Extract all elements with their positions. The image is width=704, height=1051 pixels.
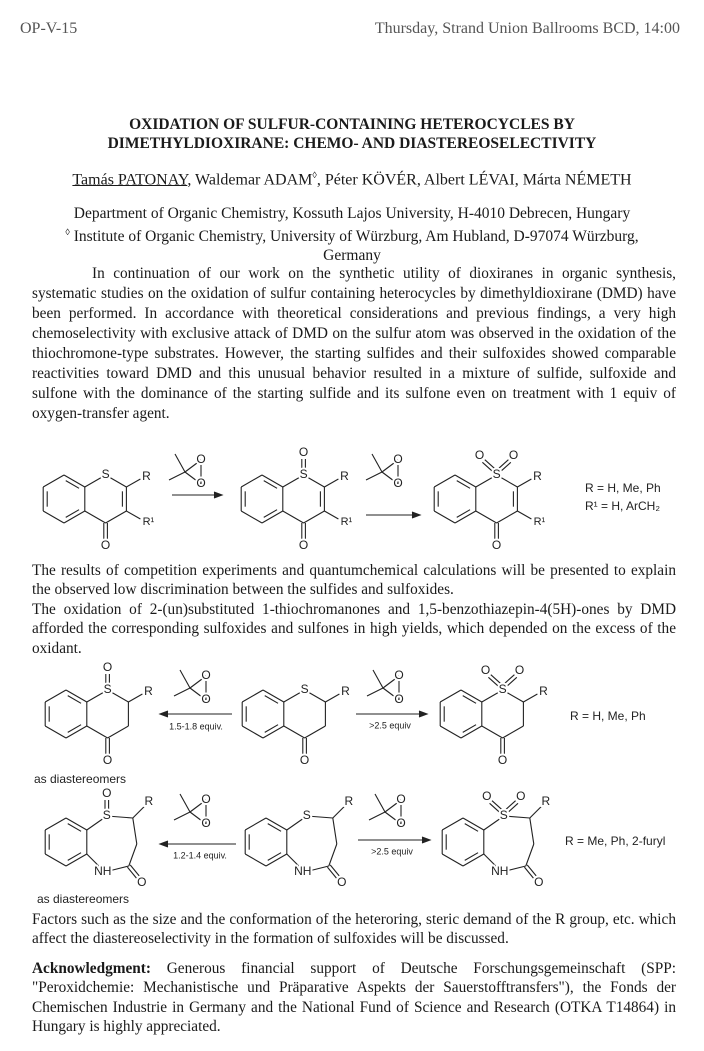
sulfur-atom-label: S [300, 682, 309, 697]
substituent-bond [325, 694, 339, 702]
substituent-bond [523, 694, 537, 702]
double-bond-line [463, 725, 476, 733]
sulfone-oxygen: O [508, 448, 519, 463]
double-bond-line [265, 696, 278, 704]
benzene-bond [434, 511, 455, 523]
double-bond-line [264, 510, 277, 518]
double-bond-line [68, 853, 81, 861]
r-group-label: R [539, 684, 548, 699]
bond-line [497, 511, 518, 523]
benzene-bond [442, 854, 463, 866]
double-bond-line [463, 696, 476, 704]
bond-line [503, 726, 524, 738]
bond-line [106, 511, 127, 523]
double-bond-line [68, 824, 81, 832]
dioxirane-oxygen: O [201, 816, 211, 831]
title-line-2: DIMETHYLDIOXIRANE: CHEMO- AND DIASTEREOSELECTIVITY [107, 135, 597, 152]
substituent-bond [324, 511, 338, 519]
sulfur-atom-label: S [302, 808, 311, 823]
benzene-bond [440, 690, 461, 702]
dioxirane-oxygen: O [394, 692, 404, 707]
arrow-head [160, 711, 168, 717]
dioxirane-oxygen: O [393, 452, 403, 467]
diastereomer-note: as diastereomers [37, 892, 130, 907]
methyl-bond [174, 688, 190, 696]
sulfur-atom-label: S [103, 682, 112, 697]
bond-line [305, 726, 326, 738]
sulfur-atom-label: S [499, 808, 508, 823]
dioxirane-oxygen: O [201, 692, 211, 707]
arrow-head [419, 711, 427, 717]
double-bond-line [68, 725, 81, 733]
sulfoxide-oxygen: O [102, 786, 112, 801]
methyl-bond [369, 812, 385, 820]
bond-line [333, 818, 337, 844]
condition-label: 1.5-1.8 equiv. [169, 721, 223, 732]
affiliation-2: Institute of Organic Chemistry, University of Würzburg, Am Hubland, D-97074 Würzburg, [69, 228, 639, 246]
r-group-label: R [144, 684, 153, 699]
benzene-bond [45, 818, 66, 830]
bond-line [284, 726, 305, 738]
affiliation-2-country: Germany [323, 247, 381, 265]
double-bond-line [508, 803, 518, 812]
r-group-label: R [340, 469, 349, 484]
r-definition: R = H, Me, Ph [585, 481, 661, 496]
results-text: The results of competition experiments and quantumchemical calculations will be presented to explain the observed low discrimination between the sulfides and sulfoxides. [32, 562, 676, 599]
sulfone-oxygen: O [480, 663, 491, 678]
abstract-code: OP-V-15 [20, 20, 78, 37]
affiliation-1: Department of Organic Chemistry, Kossuth Lajos University, H-4010 Debrecen, Hungary [73, 205, 631, 222]
double-bond-line [66, 481, 79, 489]
substituent-bond [126, 479, 140, 487]
ack-label: Acknowledgment: [32, 960, 151, 977]
ack-text: Generous financial support of Deutsche Forschungsgemeinschaft (SPP: "Peroxidchemie: Mechanistische und Präparative Aspekts der Sauerstofftransfers"), the Fonds der Chemischen Industrie in Germany and the National Fund of Science and Research (OTKA T14864) in Hungary is highly appreciated. [32, 960, 676, 1035]
double-bond-line [465, 824, 478, 832]
substituent-bond [133, 806, 145, 818]
benzene-bond [45, 854, 66, 866]
bond-line [87, 726, 108, 738]
substituent-bond [126, 511, 140, 519]
sulfone-oxygen: O [474, 448, 485, 463]
benzene-bond [45, 726, 66, 738]
nh-label: NH [491, 864, 509, 879]
benzene-bond [241, 475, 262, 487]
methyl-bond [367, 688, 383, 696]
r1-group-label: R¹ [340, 515, 353, 528]
dioxirane-oxygen: O [201, 668, 211, 683]
dioxirane-oxygen: O [396, 792, 406, 807]
dioxirane-oxygen: O [196, 452, 206, 467]
bond-line [476, 511, 497, 523]
r1-group-label: R¹ [142, 515, 155, 528]
methyl-bond [366, 472, 382, 480]
double-bond-line [68, 696, 81, 704]
carbonyl-oxygen: O [299, 753, 310, 768]
benzene-bond [242, 726, 263, 738]
benzene-bond [245, 818, 266, 830]
r-group-label: R [541, 794, 551, 809]
carbonyl-oxygen: O [497, 753, 508, 768]
carbonyl-oxygen: O [100, 538, 111, 553]
benzene-bond [43, 475, 64, 487]
double-bond-line [524, 867, 533, 878]
sulfoxide-oxygen: O [102, 660, 113, 675]
benzene-bond [440, 726, 461, 738]
benzene-bond [442, 818, 463, 830]
bond-line [530, 818, 534, 844]
double-bond-line [457, 481, 470, 489]
substituent-bond [324, 479, 338, 487]
session-info: Thursday, Strand Union Ballrooms BCD, 14:00 [374, 20, 680, 37]
oxidation-text: The oxidation of 2-(un)substituted 1-thiochromanones and 1,5-benzothiazepin-4(5H)-ones by DMD afforded the corresponding sulfoxides and sulfones in high yields, which depended on the excess of the oxidant. [32, 600, 676, 657]
r-definition: R = Me, Ph, 2-furyl [565, 834, 666, 849]
double-bond-line [490, 803, 500, 812]
sulfur-atom-label: S [498, 682, 507, 697]
authors-part-b: , Péter KÖVÉR, Albert LÉVAI, Márta NÉMETH [316, 171, 632, 189]
double-bond-line [465, 853, 478, 861]
affiliation-mark: ◊ [65, 227, 70, 237]
substituent-bond [128, 694, 142, 702]
nh-label: NH [94, 864, 112, 879]
double-bond-line [66, 510, 79, 518]
r-group-label: R [341, 684, 350, 699]
benzene-bond [241, 511, 262, 523]
arrow-head [160, 841, 168, 847]
methyl-bond [373, 670, 383, 688]
bond-line [133, 818, 137, 844]
bond-line [304, 511, 325, 523]
presenting-author: Tamás PATONAY [72, 171, 188, 189]
arrow-head [422, 837, 430, 843]
sulfoxide-oxygen: O [298, 445, 309, 460]
r-group-label: R [144, 794, 154, 809]
r-group-label: R [533, 469, 542, 484]
r-group-label: R [344, 794, 354, 809]
benzene-bond [245, 854, 266, 866]
double-bond-line [264, 481, 277, 489]
methyl-bond [180, 794, 190, 812]
r-definition: R = H, Me, Ph [570, 709, 646, 724]
methyl-bond [180, 670, 190, 688]
bond-line [108, 726, 129, 738]
bond-line [329, 844, 337, 866]
r1-definition: R¹ = H, ArCH₂ [585, 499, 660, 514]
arrow-head [214, 492, 222, 498]
sulfone-oxygen: O [482, 789, 492, 804]
carbonyl-oxygen: O [491, 538, 502, 553]
methyl-bond [372, 454, 382, 472]
sulfur-atom-label: S [492, 467, 501, 482]
substituent-bond [517, 479, 531, 487]
carbonyl-oxygen: O [102, 753, 113, 768]
substituent-bond [333, 806, 345, 818]
methyl-bond [174, 812, 190, 820]
authors-part-a: , Waldemar ADAM [187, 171, 313, 189]
dioxirane-oxygen: O [394, 668, 404, 683]
sulfur-atom-label: S [101, 467, 110, 482]
substituent-bond [517, 511, 531, 519]
carbonyl-oxygen: O [534, 875, 544, 890]
carbonyl-oxygen: O [298, 538, 309, 553]
double-bond-line [482, 462, 492, 471]
intro-text: In continuation of our work on the synthetic utility of dioxiranes in organic synthesis, systematic studies on the oxidation of sulfur containing heterocycles by dimethyldioxirane (DMD) have been performed. In accordance with theoretical considerations and previous findings, a very high chemoselectivity with exclusive attack of DMD on the sulfur atom was observed in the oxidation of the thiochromone-type substrates. However, the starting sulfides and their sulfoxides showed comparable reactivities toward DMD and this unusual behavior resulted in a mixture of sulfide, sulfoxide and sulfone with the dominance of the starting sulfide and its sulfone even on treatment with 1 equiv of oxygen-transfer agent. [32, 265, 676, 422]
r1-group-label: R¹ [533, 515, 546, 528]
double-bond-line [268, 824, 281, 832]
sulfone-oxygen: O [514, 663, 525, 678]
r-group-label: R [142, 469, 151, 484]
benzene-bond [242, 690, 263, 702]
double-bond-line [501, 462, 511, 471]
methyl-bond [169, 472, 185, 480]
dioxirane-oxygen: O [396, 816, 406, 831]
bond-line [482, 726, 503, 738]
methyl-bond [375, 794, 385, 812]
benzene-bond [43, 511, 64, 523]
dioxirane-oxygen: O [393, 476, 403, 491]
nh-label: NH [294, 864, 312, 879]
condition-label: >2.5 equiv [371, 846, 413, 857]
bond-line [85, 511, 106, 523]
carbonyl-oxygen: O [137, 875, 147, 890]
substituent-bond [530, 806, 542, 818]
double-bond-line [457, 510, 470, 518]
affiliation-mark: ◊ [312, 170, 317, 180]
double-bond-line [488, 677, 498, 686]
benzene-bond [45, 690, 66, 702]
benzene-bond [434, 475, 455, 487]
double-bond-line [507, 677, 517, 686]
arrow-head [412, 512, 420, 518]
title-line-1: OXIDATION OF SULFUR-CONTAINING HETEROCYCLES BY [129, 116, 575, 133]
double-bond-line [268, 853, 281, 861]
carbonyl-oxygen: O [337, 875, 347, 890]
double-bond-line [127, 867, 136, 878]
sulfur-atom-label: S [102, 808, 111, 823]
dioxirane-oxygen: O [196, 476, 206, 491]
dioxirane-oxygen: O [201, 792, 211, 807]
bond-line [526, 844, 534, 866]
condition-label: >2.5 equiv [369, 720, 411, 731]
sulfur-atom-label: S [299, 467, 308, 482]
factors-text: Factors such as the size and the conformation of the heteroring, steric demand of the R group, etc. which affect the diastereoselectivity in the formation of sulfoxides will be discussed. [32, 911, 676, 948]
bond-line [129, 844, 137, 866]
sulfone-oxygen: O [516, 789, 526, 804]
double-bond-line [265, 725, 278, 733]
condition-label: 1.2-1.4 equiv. [173, 850, 227, 861]
bond-line [283, 511, 304, 523]
diastereomer-note: as diastereomers [34, 772, 127, 787]
double-bond-line [327, 867, 336, 878]
methyl-bond [175, 454, 185, 472]
